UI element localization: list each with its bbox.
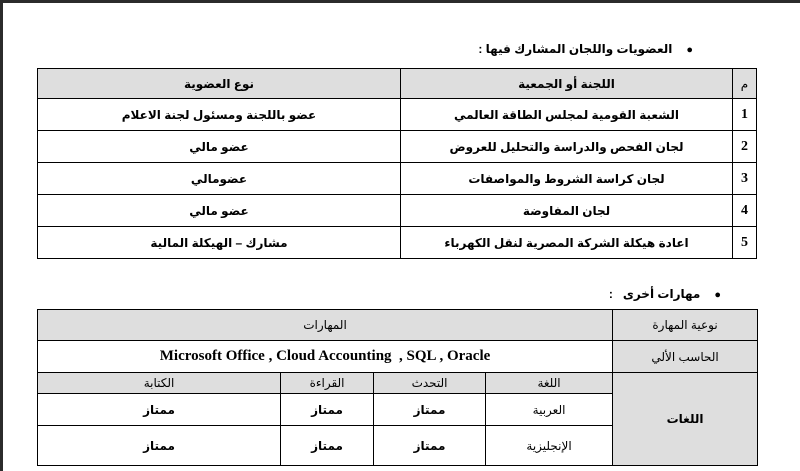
window-left-frame bbox=[0, 0, 3, 471]
column-header-writing: الكتابة bbox=[38, 373, 281, 394]
computer-skills-value: Microsoft Office , Cloud Accounting , SQL , Oracle bbox=[38, 341, 613, 373]
other-skills-heading bbox=[609, 287, 721, 301]
row-index: 5 bbox=[733, 227, 757, 259]
column-header-membership-type: نوع العضوية bbox=[38, 69, 401, 99]
row-index: 4 bbox=[733, 195, 757, 227]
languages-header-row bbox=[38, 373, 758, 394]
language-name: الإنجليزية bbox=[486, 426, 613, 466]
table-row bbox=[38, 195, 757, 227]
row-committee: لجان المفاوضة bbox=[401, 195, 733, 227]
column-header-reading: القراءة bbox=[281, 373, 374, 394]
row-committee: لجان الفحص والدراسة والتحليل للعروض bbox=[401, 131, 733, 163]
speaking-level: ممتاز bbox=[374, 426, 486, 466]
bullet-icon: ● bbox=[714, 289, 721, 301]
row-membership-type: عضو باللجنة ومسئول لجنة الاعلام bbox=[38, 99, 401, 131]
row-membership-type: مشارك – الهيكلة المالية bbox=[38, 227, 401, 259]
table-row bbox=[38, 99, 757, 131]
window-top-frame bbox=[0, 0, 800, 3]
row-index: 3 bbox=[733, 163, 757, 195]
row-index: 2 bbox=[733, 131, 757, 163]
table-row bbox=[38, 163, 757, 195]
languages-label: اللغات bbox=[613, 373, 758, 466]
row-index: 1 bbox=[733, 99, 757, 131]
column-header-index: م bbox=[733, 69, 757, 99]
computer-skills-row bbox=[38, 341, 758, 373]
computer-skills-label: الحاسب الألي bbox=[613, 341, 758, 373]
row-membership-type: عضو مالي bbox=[38, 131, 401, 163]
memberships-table bbox=[37, 68, 757, 259]
reading-level: ممتاز bbox=[281, 426, 374, 466]
row-membership-type: عضو مالي bbox=[38, 195, 401, 227]
memberships-header-row bbox=[38, 69, 757, 99]
language-name: العربية bbox=[486, 394, 613, 426]
memberships-heading-text: العضويات واللجان المشارك فيها : bbox=[478, 42, 673, 56]
column-header-skills: المهارات bbox=[38, 310, 613, 341]
row-committee: لجان كراسة الشروط والمواصفات bbox=[401, 163, 733, 195]
column-header-language: اللغة bbox=[486, 373, 613, 394]
writing-level: ممتاز bbox=[38, 426, 281, 466]
row-committee: الشعبة القومية لمجلس الطاقة العالمي bbox=[401, 99, 733, 131]
table-row bbox=[38, 131, 757, 163]
column-header-speaking: التحدث bbox=[374, 373, 486, 394]
row-membership-type: عضومالي bbox=[38, 163, 401, 195]
column-header-committee: اللجنة أو الجمعية bbox=[401, 69, 733, 99]
speaking-level: ممتاز bbox=[374, 394, 486, 426]
other-skills-heading-text: مهارات أخرى : bbox=[608, 287, 701, 301]
skills-header-row bbox=[38, 310, 758, 341]
table-row bbox=[38, 227, 757, 259]
row-committee: اعادة هيكلة الشركة المصرية لنقل الكهرباء bbox=[401, 227, 733, 259]
reading-level: ممتاز bbox=[281, 394, 374, 426]
skills-table bbox=[37, 309, 758, 466]
writing-level: ممتاز bbox=[38, 394, 281, 426]
column-header-skill-type: نوعية المهارة bbox=[613, 310, 758, 341]
bullet-icon: ● bbox=[686, 44, 693, 56]
memberships-heading bbox=[478, 42, 693, 56]
